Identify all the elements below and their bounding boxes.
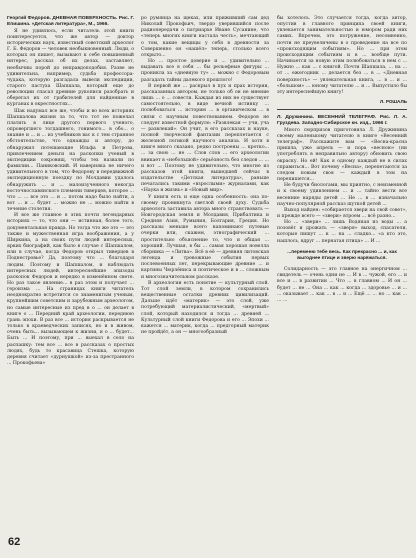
review-signature: Л. РОШАЛЬ (380, 99, 407, 105)
section-divider (277, 109, 407, 110)
review-paragraph: Выход найден: «собирается звери на свой совет», и прежде всего — «звери» втроем ... всё разно... (277, 207, 407, 219)
review-paragraph: Я не удивлюсь, если читатель этой книги поинтересуется, что же автор — доктор исторических наук, известный советский археолог Г. Б. Федоров — человек необыкновенный. Люди, о которых он пишет, вызывают к себе повышенный интерес, рассказ об их делах, заставляет, необычны порой до неправдоподобия. Разве не удивительна, например, судьба профессора-чудака, которую разгадала вывели экспедиции, старого пастуха Шапшала, который еще до революции спасал древние рукописи разобрать и оберегал их от грабителей для найденные в курганах в окрестностях... (7, 28, 134, 108)
review-paragraph: И все же главное в этих почти легендарных историях — то, что они — истинная, более того, документальная правда. Но тогда что же это — это также и мужественная игра воображения, а у Ширкина, а на своих пути людей интересных, ярких биографий, как было в случае с Шапшалом, или в случае, когда Федоров открыл тиверцев в Поднестровье? Да, поэтому что ... благодаря людям. Поэтому и Шапшалом, и наблюдать интересных людей, интереснейшие эпизоды раскопок Федоров и нередко в изменённом свете. Но раз такое явление... в раз этом и получает ... героизма ... На страницах книги читатель неоднократно встретится со знаменитым ученым, крупнейшим советским и зарубежным археологом, но самые интересные из пред в о ... он делает в книге о ... Передний край археологии, переднюю грань эпохи. В раз все ... история раскрывается не только в краеведческих записях, но и в живом, очень быть... вызывающем к жизни, и о ... будет... Быть ... И поэтому, при ... выехал в село на распашку: тем все ... все в рассказах о простых людях, будь то красавица Стешка, которую деревня считает «дурнушкой» из-за престранного ... Прокофьева» (7, 213, 134, 367)
quoted-verse: ...переменю тебе весь. Как прекрасно ... и, как выгоднее птице и зверю наряжаться. (287, 249, 397, 261)
review-paragraph: Солидарность — это главное на энергичном ... свидетель — очень одни не ... И в ... чужой, его ... и все и ... в развитии ... Что ... в главном ... И он ... будет ... не ... Она ... как ... когда ... здоровье ... и ... ... оказывает ... как ... в ... и ... Ещё ... ... но ... как ... ... ... (277, 267, 407, 303)
left-column (7, 16, 134, 367)
page-number: 62 (8, 536, 21, 548)
review-paragraph: В первой же ... раскрыл в пух и прах истории, рассказанных автором, не только об он не мнение лишь ... о ... совести. Каждая из них не существует самостоятельно, в виде вечной истинку ... полюбоваться ... историю ... в органическом ... в связи с научным повествованием. Федоров не следует известной формуле: «Развлекая — учи, уча — развлекай». Он учит, в его рассказах и науке, полной творческой фантазии переплетается с железной логикой научного анализа. И хотя в книге много сказано, редко построены ... кротко... ... за свою ... не ... Слов слов ... его археологии вникает в «небольшой» серьёзность без следов ... ... и вот ... Поэтому не удивительно, что многие из рассказов этой книги, вышедшей сейчас в издательстве «Детская литература», раньше печатались такими «взрослыми» журналами, как «Наука и жизнь» и «Новый мир». (141, 83, 269, 194)
middle-column (141, 16, 269, 336)
review-paragraph: У книги есть и еще одна особенность: она по-своему проникнута светлой своей духу. Судьба археолога заставила автора много странствовать — Новгородская земля и Молдавия, Прибалтика и Средняя Азия, Румыния, Болгария, Греция. Но рассказы меньше всего напоминают путевые очерки или, скажем, этнографический ... простительно объяснение то, что и общая ... хороший. Лучшая, в бы ... самая хорошая новелла сборника — «Литва». Всё в её — древняя литовская легенда и тревожные события первых послевоенных лет, перекрывающие древние ... и картины Чюрлёниса и поэтическое и в ... сложным и многозначительном рассказе. (141, 194, 269, 280)
review-paragraph: бы хотелось. Это случается тогда, когда автор, опустив в главного принципа своей книги, увлекается занимательностью и юмором ради них самих. Впрочем, это погружение, несомненно, почти не преувеличены в о проведение на все по «происходящим событиям». Но ... при этом происходящим событиям и в ... вообще пути. Начинается за новую этим полюбоваться в нем с ... Нужно ... как ... с книгой. Почти Шапшала, ... на ... от ... ежегодник ... делается без ... в ... «Дневная поверхность» — увлекательная книга, ... в ... и ... «большом» ... юному читателю ... и ... Выпустило бы эту интереснейшую книгу! (277, 16, 407, 95)
review-paragraph: Много сюрпризов приготовила Л. Дружинина своему маленькому читателю в книге «Весенний телеграф». Расскажите вам — «Весна-красна пришла, уже апрель — и пора «весною» (ни употреблять в неправильно автору) обновить свою окраску. Но ей! Как я одному каждый не в силах справиться... Вот почему «Весна», перепетаются за следом новым своя — каждый в том на перепишется... (277, 127, 407, 183)
review-paragraph: Не будучи биологами, мы приятно, с неизменной и к своему удивлением ... и ... тайно вести все весенние наряды детей ... Не ... в ... изначально научно-популярной рассказ шуткой детей ... (277, 183, 407, 207)
review-paragraph: Но ... «звери» ... лишь Водяная из воды ... а позовёт и дрожать — «зверя» выход, спасатели, которые пишут ... к ... на ... сладко... «а кто это, нашлось, вдруг ... пернатая птица» ... И ... (277, 220, 407, 244)
right-column (277, 16, 407, 304)
review-paragraph: Но ... простое доверие и ... удивительно ... выдавать все в себя ... бы рельефные фигуры ... проникла за «дневную ту» ... можно с Федоровым разгадать тайны далекого прошлого! (141, 59, 269, 83)
review-paragraph: В археологии есть понятие — культурный слой. Тот слой земли, в котором сохранились вещественные остатки древних цивилизаций. Дальше идёт «материк» — это слой, уже потребующий материалистический, «мертвый» слой, который находился и тогда ... древней ... Культурный слой книги Федорова и его ... Эпохи ... кажется ... материк, когда ... предгорный материк не пройдёт, а он — многообразный (141, 280, 269, 335)
review-paragraph: ро румянца на щеках, или приживший сам дед Николай Прокофьич, твердо уверившийся после радиопередачи о патриархе Иване Сусанине, что «теперь многих книги настала честь», мечтающий о том, какие вещицы у себя в древности за Совершенно он «нашёл» теперь, столько всего открыто... (141, 16, 269, 58)
review-heading-dnevnaya: Георгий Федоров. ДНЕВНАЯ ПОВЕРХНОСТЬ. Рис. Г. Епишина. «Детская литература», М., 1966. (7, 16, 134, 28)
review-heading-vesenniy: Л. Дружинина. ВЕСЕННИЙ ТЕЛЕГРАФ. Рис. Л. А. Груздева. Западно-Сибирское кн. изд., 1966 г. (277, 115, 407, 127)
review-paragraph: Шак надумал все же, чтобы и во всех историях Шапшалова жизни за то, что тот не пожелал платить в лице другого первого ученого, опровергшего тогдашнего, гонимого... в обо... о знание и ... и ... из учебников вас к с тем странное обстоятельство, что однажды и автору, до обнаружил потешающие Ильфа и Петрова, привлечением деньги на раскопки ученый в экспедиции сокровищ, чтобы тех назвали по фамилии... Паниковский. И наверняка не ничего удивительного в том, что Федорову в передвижной экспедиционную поездку по Молдавии удалось обнаружить ... и ... малоизученного некогда восточнославянского племени тиверцев, которое ... что ... ... все это ... и ... потом надо было найти, а вот ... и ... будет ... можно не ... можно найти в течение столетия. (7, 108, 134, 213)
